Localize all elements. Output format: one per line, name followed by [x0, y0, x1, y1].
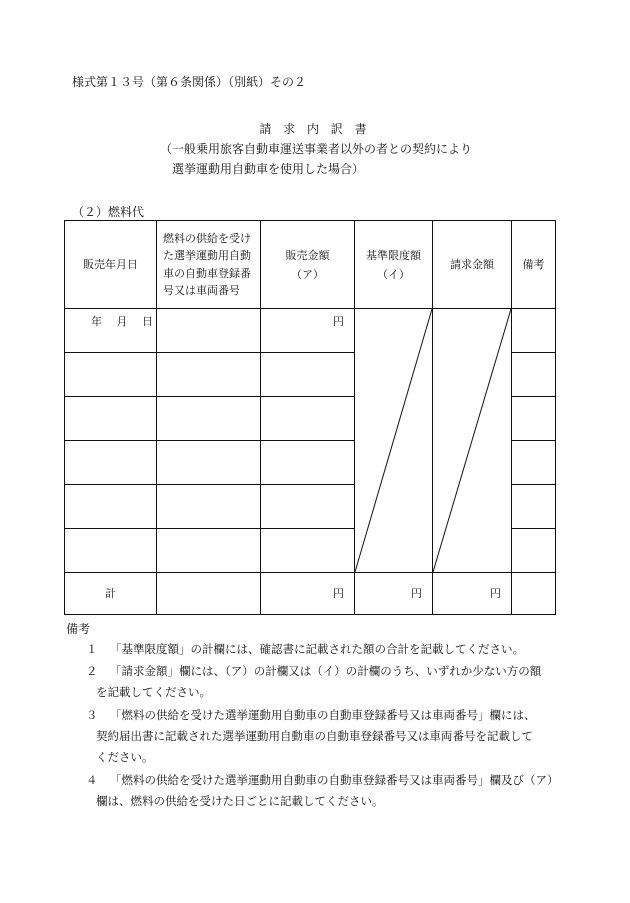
diagonal-strike-line — [355, 309, 432, 572]
vehicle-number-cell[interactable] — [157, 353, 261, 397]
total-vehicle-number-cell — [157, 573, 261, 615]
diagonal-strike-line — [433, 309, 511, 572]
notes-heading: 備考 — [66, 622, 91, 636]
sale-amount-cell[interactable] — [261, 441, 355, 485]
table-header-row — [65, 221, 556, 309]
limit-amount-diagonal-cell — [355, 309, 433, 573]
claim-amount-diagonal-cell — [433, 309, 512, 573]
total-limit-amount-cell[interactable]: 円 — [355, 573, 433, 615]
sale-date-cell[interactable] — [65, 441, 157, 485]
note-4-line1: 「燃料の供給を受けた選挙運動用自動車の自動車登録番号又は車両番号」欄及び（ア） — [110, 773, 559, 787]
remarks-cell[interactable] — [512, 309, 556, 353]
total-claim-amount-cell[interactable]: 円 — [433, 573, 512, 615]
remarks-cell[interactable] — [512, 441, 556, 485]
header-limit-amount-mark: （イ） — [377, 267, 410, 281]
document-subtitle-line1: （一般乗用旅客自動車運送事業者以外の者との契約により — [160, 142, 473, 156]
sale-amount-cell[interactable] — [261, 529, 355, 573]
vehicle-number-cell[interactable] — [157, 529, 261, 573]
header-vehicle-number-line4: 号又は車両番号 — [163, 284, 240, 297]
sale-amount-cell[interactable]: 円 — [261, 309, 355, 353]
sale-date-cell[interactable] — [65, 353, 157, 397]
header-limit-amount — [355, 221, 433, 309]
header-limit-amount-label: 基準限度額 — [366, 248, 421, 262]
vehicle-number-cell[interactable] — [157, 309, 261, 353]
document-subtitle-line2: 選挙運動用自動車を使用した場合） — [172, 162, 365, 176]
header-remarks: 備考 — [512, 221, 556, 309]
note-3-line2: 契約届出書に記載された選挙運動用自動車の自動車登録番号又は車両番号を記載して — [96, 729, 533, 743]
note-2-number: ２ — [86, 664, 98, 678]
document-title: 請 求 内 訳 書 — [259, 122, 371, 136]
sale-amount-cell[interactable] — [261, 353, 355, 397]
header-sale-date: 販売年月日 — [65, 221, 157, 309]
vehicle-number-cell[interactable] — [157, 485, 261, 529]
remarks-cell[interactable] — [512, 353, 556, 397]
sale-date-cell[interactable] — [65, 397, 157, 441]
header-vehicle-number — [157, 221, 261, 309]
header-vehicle-number-line2: た選挙運動用自動 — [163, 249, 251, 262]
total-sale-amount-cell[interactable]: 円 — [261, 573, 355, 615]
vehicle-number-cell[interactable] — [157, 441, 261, 485]
total-label: 計 — [65, 573, 157, 615]
header-sale-amount-mark: （ア） — [291, 267, 324, 281]
header-vehicle-number-line3: 車の自動車登録番 — [163, 266, 251, 280]
note-3-number: ３ — [86, 708, 98, 722]
note-2-line2: を記載してください。 — [96, 685, 211, 699]
total-remarks-cell[interactable] — [512, 573, 556, 615]
diagonal-strike-icon — [433, 309, 511, 572]
note-4-line2: 欄は、燃料の供給を受けた日ごとに記載してください。 — [96, 794, 384, 808]
sale-date-cell[interactable] — [65, 485, 157, 529]
sale-date-cell[interactable]: 年 月 日 — [65, 309, 157, 353]
remarks-cell[interactable] — [512, 529, 556, 573]
header-vehicle-number-line1: 燃料の供給を受け — [163, 231, 251, 245]
diagonal-strike-icon — [355, 309, 432, 572]
note-3-line3: ください。 — [96, 750, 154, 764]
table-row — [65, 309, 556, 353]
remarks-cell[interactable] — [512, 485, 556, 529]
sale-amount-cell[interactable] — [261, 397, 355, 441]
note-2-line1: 「請求金額」欄には、（ア）の計欄又は（イ）の計欄のうち、いずれか少ない方の額 — [110, 664, 542, 678]
note-3-line1: 「燃料の供給を受けた選挙運動用自動車の自動車登録番号又は車両番号」欄には、 — [110, 708, 536, 722]
header-claim-amount: 請求金額 — [433, 221, 512, 309]
remarks-cell[interactable] — [512, 397, 556, 441]
note-4-number: ４ — [86, 773, 98, 787]
form-number: 様式第１３号（第６条関係）（別紙）その２ — [72, 75, 307, 89]
vehicle-number-cell[interactable] — [157, 397, 261, 441]
section-title: （２）燃料代 — [72, 205, 145, 219]
note-1-number: １ — [86, 642, 98, 656]
table-total-row — [65, 573, 556, 615]
note-1-line1: 「基準限度額」の計欄には、確認書に記載された額の合計を記載してください。 — [110, 642, 524, 656]
sale-date-cell[interactable] — [65, 529, 157, 573]
header-sale-amount — [261, 221, 355, 309]
sale-amount-cell[interactable] — [261, 485, 355, 529]
fuel-cost-table — [64, 220, 556, 615]
header-sale-amount-label: 販売金額 — [285, 248, 330, 262]
